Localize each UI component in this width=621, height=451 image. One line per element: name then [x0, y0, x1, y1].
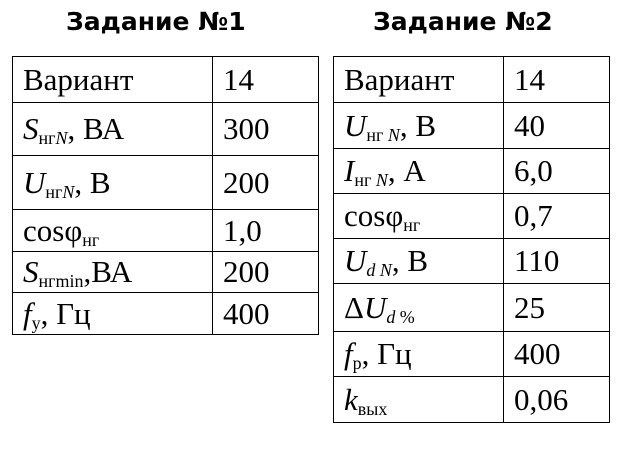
table-row [13, 252, 319, 293]
task1-title: Задание №1 [66, 7, 246, 36]
param-subscript: нгN [38, 128, 68, 149]
table-row [334, 284, 610, 332]
param-unit: , А [387, 153, 426, 188]
table-row [13, 156, 319, 210]
param-subscript: нгmin [38, 271, 84, 292]
param-name [13, 293, 213, 335]
param-name [13, 156, 213, 210]
param-subscript: d N [366, 260, 392, 281]
param-value: 25 [504, 284, 610, 332]
param-subscript: у [31, 312, 41, 333]
param-symbol: U [344, 243, 367, 278]
param-name [13, 57, 213, 103]
param-unit: , Гц [40, 295, 91, 331]
param-unit: , В [74, 164, 111, 200]
param-prefix: Δ [344, 289, 364, 325]
task2-title: Задание №2 [373, 7, 553, 36]
param-value: 14 [213, 57, 319, 103]
param-name [13, 252, 213, 293]
param-value: 400 [504, 332, 610, 377]
param-unit: ,ВА [83, 254, 133, 289]
param-symbol: S [23, 111, 39, 146]
param-name [334, 194, 504, 239]
param-value: 200 [213, 156, 319, 210]
table-row [13, 210, 319, 252]
table-row [334, 332, 610, 377]
param-name [334, 284, 504, 332]
param-symbol: S [23, 254, 39, 289]
param-name [334, 377, 504, 423]
param-value: 400 [213, 293, 319, 335]
param-unit: , В [391, 243, 429, 278]
table-row [334, 103, 610, 149]
task2-table [333, 56, 610, 423]
param-unit: , ВА [67, 111, 125, 146]
param-value: 200 [213, 252, 319, 293]
param-label: Вариант [344, 61, 455, 97]
param-subscript: нг [403, 215, 421, 236]
param-value: 110 [504, 239, 610, 284]
param-name [334, 239, 504, 284]
param-symbol: f [23, 295, 32, 331]
param-symbol: I [344, 153, 355, 188]
param-value: 1,0 [213, 210, 319, 252]
param-value: 40 [504, 103, 610, 149]
param-subscript: нгN [45, 181, 75, 202]
task1-table [12, 56, 319, 335]
param-value: 0,7 [504, 194, 610, 239]
param-label: cosφ [344, 198, 404, 233]
param-unit: , Гц [361, 336, 412, 371]
param-name [334, 332, 504, 377]
table-row [13, 57, 319, 103]
param-unit: , В [399, 107, 437, 143]
param-value: 0,06 [504, 377, 610, 423]
table-row [334, 239, 610, 284]
param-symbol: f [344, 336, 353, 371]
param-subscript: нг N [354, 170, 388, 191]
param-name [334, 103, 504, 149]
param-subscript: нг N [366, 124, 400, 145]
param-name [13, 210, 213, 252]
table-row [334, 149, 610, 194]
param-symbol: U [23, 164, 46, 200]
param-name [13, 103, 213, 156]
param-subscript: d % [386, 306, 415, 327]
param-value: 300 [213, 103, 319, 156]
param-value: 14 [504, 57, 610, 103]
param-name [334, 149, 504, 194]
param-label: cosφ [23, 212, 83, 248]
param-value: 6,0 [504, 149, 610, 194]
param-label: Вариант [23, 61, 134, 97]
table-row [13, 293, 319, 335]
table-row [334, 377, 610, 423]
param-symbol: k [344, 381, 358, 417]
param-subscript: нг [82, 229, 100, 250]
table-row [13, 103, 319, 156]
table-row [334, 57, 610, 103]
param-subscript: р [352, 353, 362, 374]
param-symbol: U [344, 107, 367, 143]
table-row [334, 194, 610, 239]
param-symbol: U [363, 289, 387, 325]
param-subscript: вых [357, 398, 388, 419]
param-name [334, 57, 504, 103]
